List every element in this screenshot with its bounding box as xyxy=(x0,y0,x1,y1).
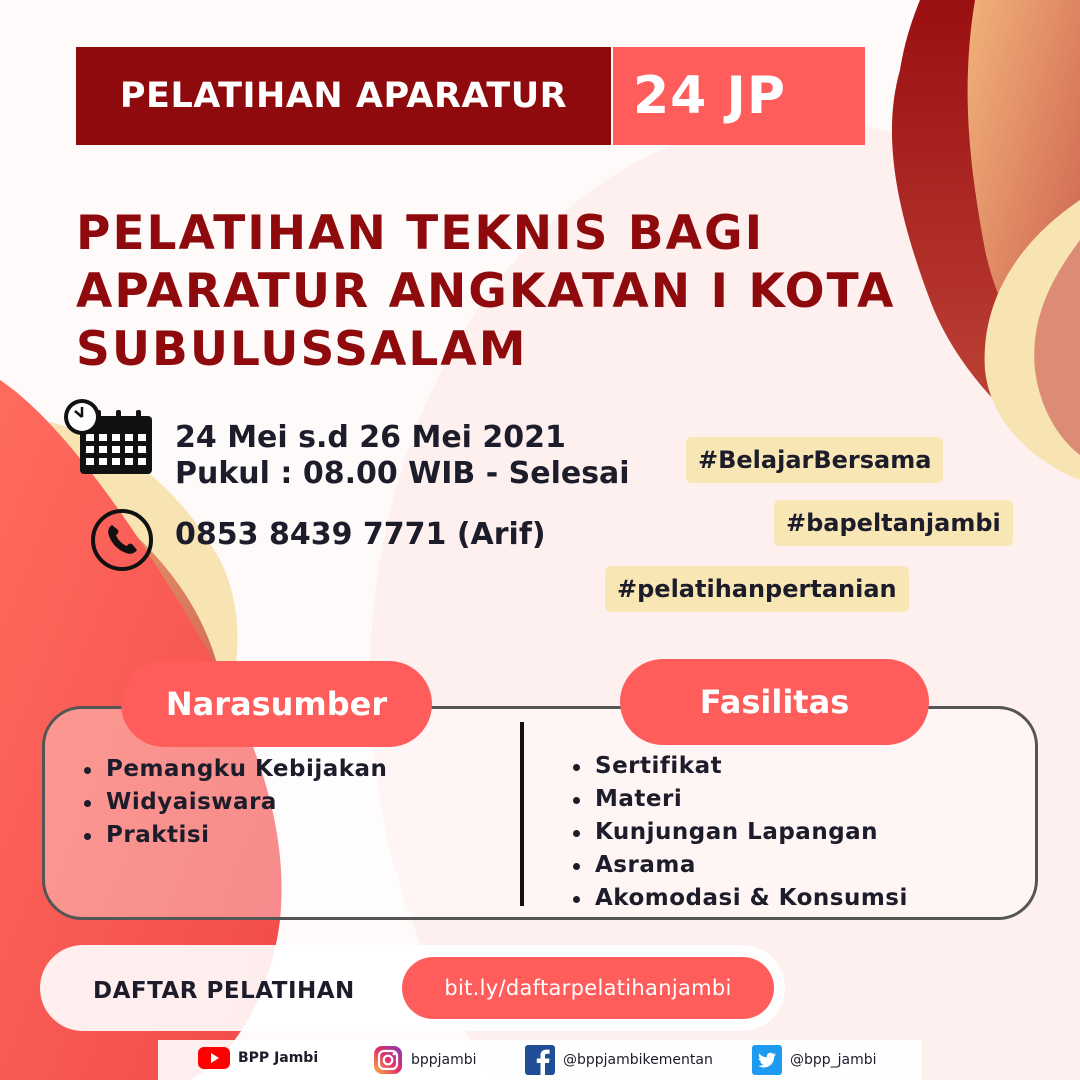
list-item: Akomodasi & Konsumsi xyxy=(571,882,908,915)
register-label: DAFTAR PELATIHAN xyxy=(93,978,355,1004)
youtube-handle: BPP Jambi xyxy=(238,1050,319,1066)
instagram-handle: bppjambi xyxy=(411,1052,477,1068)
narasumber-heading xyxy=(121,661,432,747)
register-link-text: bit.ly/daftarpelatihanjambi xyxy=(444,976,732,1000)
list-item: Kunjungan Lapangan xyxy=(571,816,908,849)
facebook-icon xyxy=(525,1045,555,1075)
twitter-handle: @bpp_jambi xyxy=(790,1052,877,1068)
fasilitas-heading xyxy=(620,659,929,745)
banner-category-label: PELATIHAN APARATUR xyxy=(119,76,568,116)
banner-category xyxy=(76,47,611,145)
youtube-link[interactable] xyxy=(198,1046,318,1070)
banner-hours xyxy=(613,47,865,145)
narasumber-heading-label: Narasumber xyxy=(165,685,388,723)
hashtag-belajar-bersama: #BelajarBersama xyxy=(686,437,943,483)
phone-icon xyxy=(90,508,154,572)
register-link-button[interactable] xyxy=(402,957,774,1019)
narasumber-list xyxy=(82,753,387,852)
facebook-link[interactable] xyxy=(525,1045,713,1075)
page-title xyxy=(76,205,1036,379)
hashtag-pelatihanpertanian: #pelatihanpertanian xyxy=(605,566,909,612)
instagram-link[interactable] xyxy=(373,1045,477,1075)
list-item: Praktisi xyxy=(82,819,387,852)
list-item: Asrama xyxy=(571,849,908,882)
facebook-handle: @bppjambikementan xyxy=(563,1052,713,1068)
banner-hours-label: 24 JP xyxy=(633,66,786,126)
title-line-2: APARATUR ANGKATAN I KOTA xyxy=(76,264,896,319)
instagram-icon xyxy=(373,1045,403,1075)
fasilitas-heading-label: Fasilitas xyxy=(699,683,850,721)
fasilitas-list xyxy=(571,750,908,915)
info-divider xyxy=(520,722,524,906)
event-date: 24 Mei s.d 26 Mei 2021 xyxy=(175,420,566,455)
list-item: Sertifikat xyxy=(571,750,908,783)
list-item: Pemangku Kebijakan xyxy=(82,753,387,786)
calendar-clock-icon xyxy=(62,398,154,478)
twitter-link[interactable] xyxy=(752,1045,877,1075)
youtube-icon xyxy=(198,1046,230,1070)
contact-phone: 0853 8439 7771 (Arif) xyxy=(175,517,546,552)
title-line-1: PELATIHAN TEKNIS BAGI xyxy=(76,206,765,261)
list-item: Widyaiswara xyxy=(82,786,387,819)
hashtag-bapeltanjambi: #bapeltanjambi xyxy=(774,500,1013,546)
title-line-3: SUBULUSSALAM xyxy=(76,322,528,377)
twitter-icon xyxy=(752,1045,782,1075)
event-time: Pukul : 08.00 WIB - Selesai xyxy=(175,456,630,491)
list-item: Materi xyxy=(571,783,908,816)
